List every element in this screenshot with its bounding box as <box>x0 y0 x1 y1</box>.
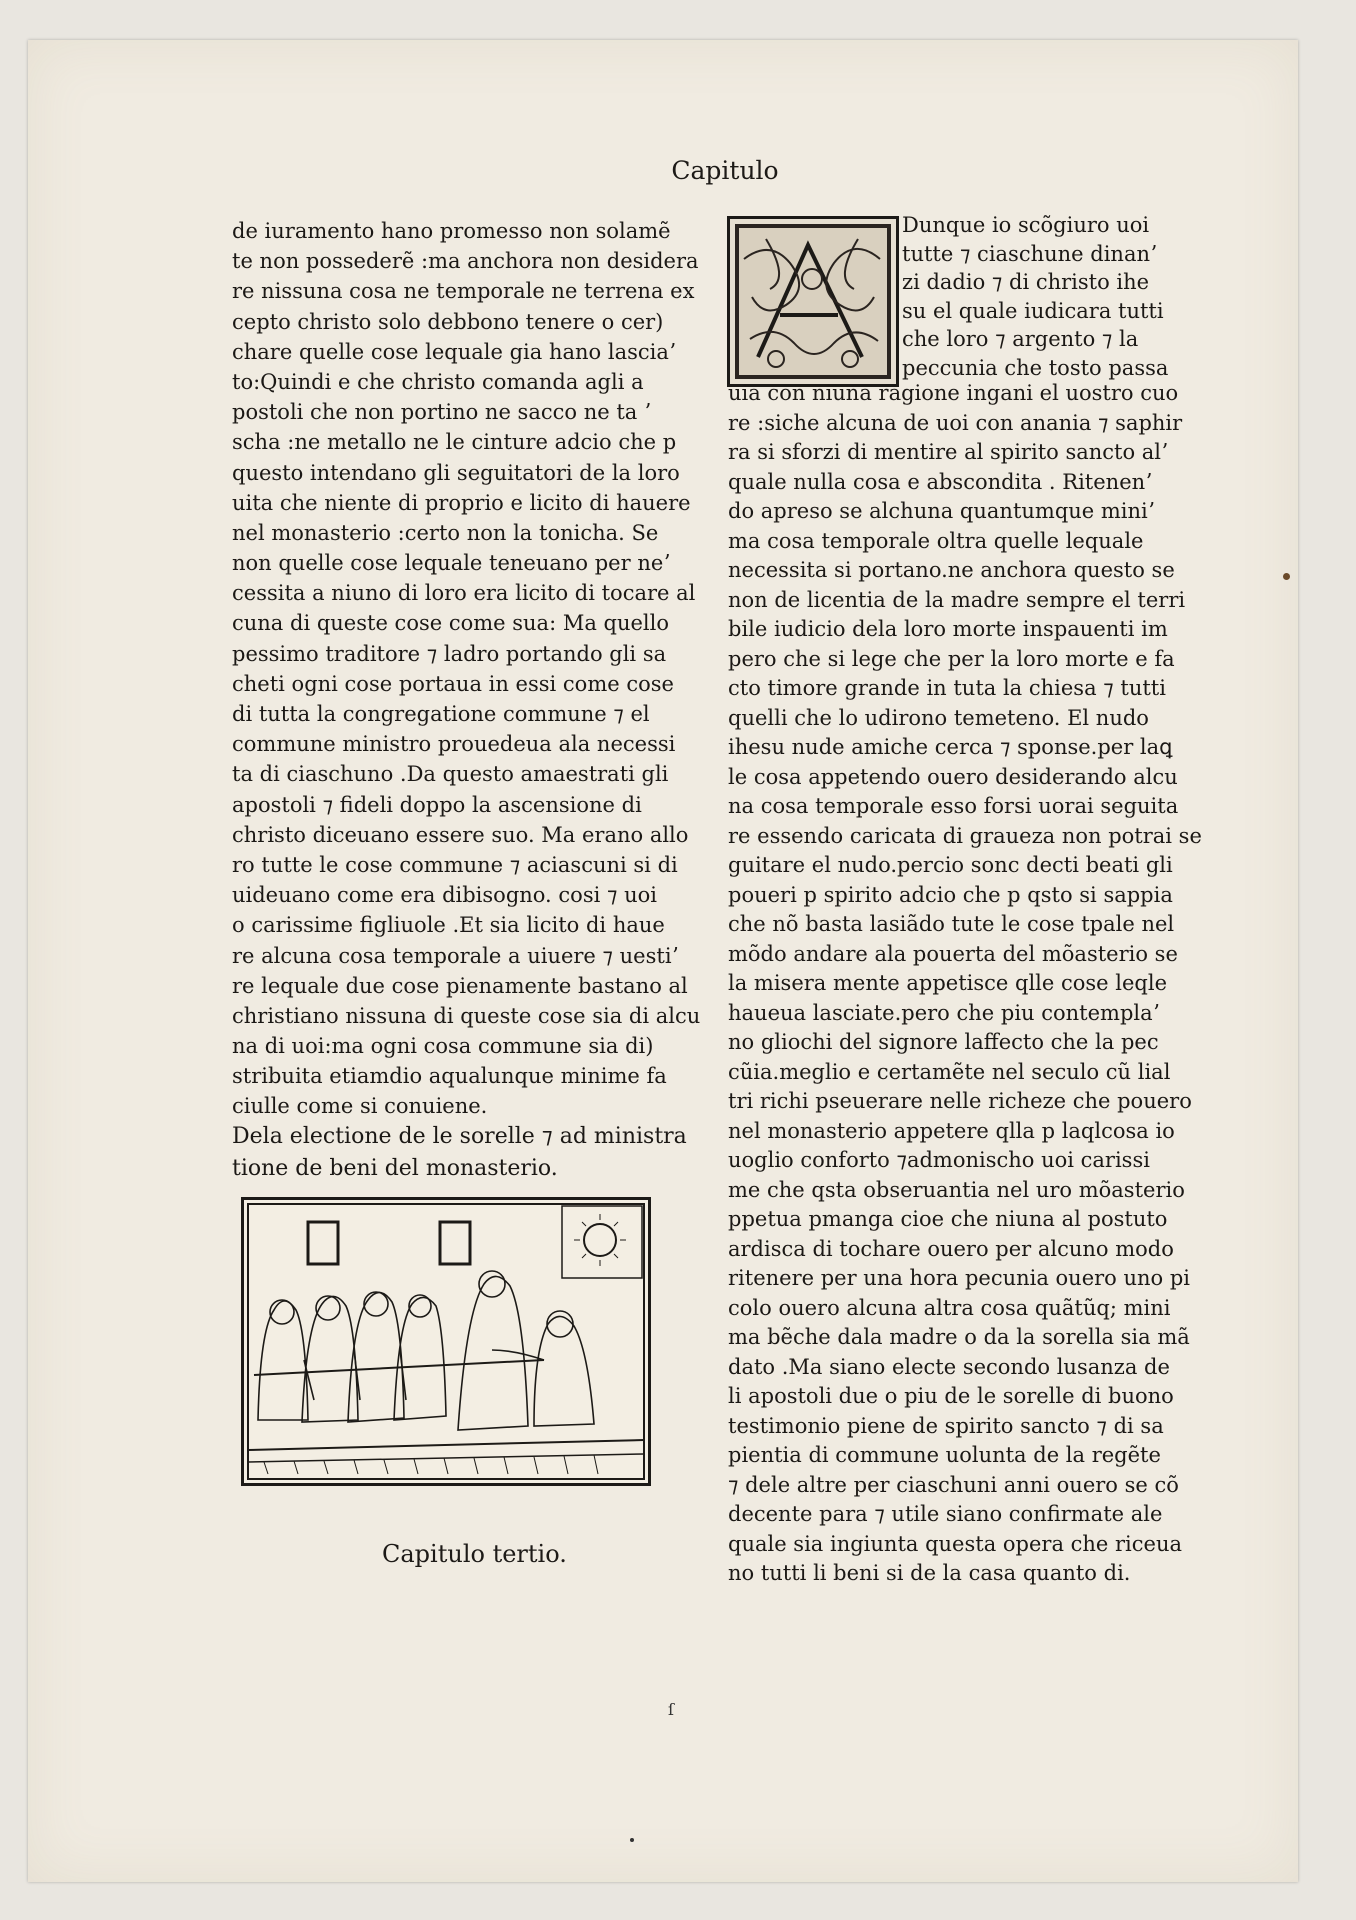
text-line: ciulle come si conuiene. <box>232 1094 488 1119</box>
text-line: guitare el nudo.percio sonc decti beati gli <box>728 853 1173 877</box>
text-line: haueua lasciate.pero che piu contemplaʼ <box>728 1000 1160 1025</box>
text-line: uita che niente di proprio e licito di hauere <box>232 490 691 515</box>
text-line: re lequale due cose pienamente bastano al <box>232 973 688 998</box>
text-line: na di uoi:ma ogni cosa commune sia di) <box>232 1034 654 1059</box>
text-line: mõdo andare ala pouerta del mõasterio se <box>728 941 1178 966</box>
text-line: non quelle cose lequale teneuano per neʼ <box>232 551 670 576</box>
text-line: ra si sforzi di mentire al spirito sancto alʼ <box>728 440 1168 464</box>
text-line: apostoli ⁊ fideli doppo la ascensione di <box>232 792 642 817</box>
text-line: questo intendano gli seguitatori de la loro <box>232 460 680 485</box>
text-line: ma bẽche dala madre o da la sorella sia mã <box>728 1325 1190 1349</box>
text-line: commune ministro prouedeua ala necessi <box>232 732 676 757</box>
text-line: te non possederẽ :ma anchora non desidera <box>232 249 699 274</box>
text-line: uoglio conforto ⁊admonischo uoi carissi <box>728 1148 1150 1172</box>
text-line: re nissuna cosa ne temporale ne terrena ex <box>232 279 695 304</box>
text-line: to:Quindi e che christo comanda agli a <box>232 369 644 394</box>
text-line: su el quale iudicara tutti <box>902 298 1164 323</box>
text-line: nel monasterio appetere qlla p laqlcosa io <box>728 1118 1175 1143</box>
text-line: tri richi pseuerare nelle richeze che pouero <box>728 1089 1192 1113</box>
text-line: zi dadio ⁊ di christo ihe <box>902 270 1150 294</box>
running-head: Capitulo <box>671 156 779 185</box>
rubric-line: tione de beni del monasterio. <box>232 1156 558 1181</box>
text-line: che nõ basta lasiãdo tute le cose tpale nel <box>728 912 1175 936</box>
rubric-line: Dela electione de le sorelle ⁊ ad ministra <box>232 1124 687 1149</box>
text-line: colo ouero alcuna altra cosa quãtũq; mini <box>728 1295 1171 1320</box>
signature-mark: ſ <box>668 1700 674 1719</box>
text-line: cheti ogni cose portaua in essi come cose <box>232 671 674 696</box>
text-line: quale sia ingiunta questa opera che riceua <box>728 1531 1183 1556</box>
text-line: Dunque io scõgiuro uoi <box>902 213 1150 237</box>
text-line: necessita si portano.ne anchora questo se <box>728 558 1175 582</box>
text-line: testimonio piene de spirito sancto ⁊ di sa <box>728 1413 1164 1438</box>
text-line: ma cosa temporale oltra quelle lequale <box>728 528 1144 553</box>
text-line: scha :ne metallo ne le cinture adcio che p <box>232 430 677 455</box>
text-line: non de licentia de la madre sempre el terri <box>728 587 1186 612</box>
text-line: re essendo caricata di graueza non potrai se <box>728 823 1202 848</box>
text-line: na cosa temporale esso forsi uorai seguita <box>728 794 1179 818</box>
text-line: o carissime figliuole .Et sia licito di haue <box>232 913 665 938</box>
text-line: stribuita etiamdio aqualunque minime fa <box>232 1064 667 1089</box>
text-line: ta di ciaschuno .Da questo amaestrati gli <box>232 762 669 787</box>
text-line: cto timore grande in tuta la chiesa ⁊ tutti <box>728 676 1166 700</box>
text-line: pientia di commune uolunta de la regẽte <box>728 1443 1161 1467</box>
foxing-spot <box>1283 573 1290 580</box>
text-line: la misera mente appetisce qlle cose leqle <box>728 971 1168 995</box>
text-line: dato .Ma siano electe secondo lusanza de <box>728 1354 1170 1379</box>
text-line: de iuramento hano promesso non solamẽ <box>232 219 671 243</box>
text-line: ardisca di tochare ouero per alcuno modo <box>728 1236 1174 1261</box>
decorated-initial <box>727 216 899 387</box>
woodcut-illustration <box>241 1197 651 1486</box>
text-line: do apreso se alchuna quantumque miniʼ <box>728 499 1155 523</box>
text-line: re alcuna cosa temporale a uiuere ⁊ uestiʼ <box>232 943 679 968</box>
text-line: ritenere per una hora pecunia ouero uno pi <box>728 1266 1191 1290</box>
text-line: quale nulla cosa e abscondita . Ritenenʼ <box>728 469 1152 494</box>
right-text-column <box>728 378 1202 1588</box>
initial-a-icon <box>730 219 896 384</box>
text-line: li apostoli due o piu de le sorelle di buono <box>728 1384 1174 1408</box>
text-line: no gliochi del signore laffecto che la pec <box>728 1030 1159 1054</box>
text-line: ihesu nude amiche cerca ⁊ sponse.per laꝗ <box>728 735 1173 759</box>
text-line: ro tutte le cose commune ⁊ aciascuni si di <box>232 852 678 877</box>
text-line: uideuano come era dibisogno. cosi ⁊ uoi <box>232 883 657 908</box>
foxing-spot <box>630 1838 634 1842</box>
text-line: ⁊ dele altre per ciaschuni anni ouero se cõ <box>728 1472 1179 1497</box>
chapter-rubric <box>232 1121 687 1185</box>
text-line: uia con niuna ragione ingani el uostro cuo <box>728 381 1179 405</box>
text-line: christiano nissuna di queste cose sia di alcu <box>232 1003 701 1028</box>
text-line: le cosa appetendo ouero desiderando alcu <box>728 764 1178 789</box>
text-line: cũia.meglio e certamẽte nel seculo cũ lial <box>728 1059 1171 1084</box>
text-line: tutte ⁊ ciaschune dinanʼ <box>902 241 1157 266</box>
text-line: peccunia che tosto passa <box>902 355 1169 380</box>
text-line: decente para ⁊ utile siano confirmate ale <box>728 1502 1163 1526</box>
text-line: quelli che lo udirono temeteno. El nudo <box>728 705 1149 730</box>
text-line: nel monasterio :certo non la tonicha. Se <box>232 520 659 545</box>
text-line: re :siche alcuna de uoi con anania ⁊ saphir <box>728 410 1183 435</box>
text-line: christo diceuano essere suo. Ma erano allo <box>232 822 689 847</box>
text-line: cepto christo solo debbono tenere o cer) <box>232 309 664 334</box>
text-line: che loro ⁊ argento ⁊ la <box>902 327 1139 351</box>
text-line: chare quelle cose lequale gia hano lasciaʼ <box>232 339 676 364</box>
text-line: ppetua pmanga cioe che niuna al postuto <box>728 1207 1168 1231</box>
woodcut-caption: Capitulo tertio. <box>382 1540 567 1568</box>
text-line: bile iudicio dela loro morte inspauenti im <box>728 617 1168 641</box>
text-line: no tutti li beni si de la casa quanto di. <box>728 1561 1131 1585</box>
text-line: di tutta la congregatione commune ⁊ el <box>232 702 650 726</box>
text-line: postoli che non portino ne sacco ne ta ʼ <box>232 400 651 425</box>
woodcut-nuns-scene <box>244 1200 648 1483</box>
left-text-column <box>232 216 701 1122</box>
text-line: pero che si lege che per la loro morte e fa <box>728 646 1175 671</box>
text-line: pessimo traditore ⁊ ladro portando gli sa <box>232 641 667 666</box>
text-line: cuna di queste cose come sua: Ma quello <box>232 611 670 636</box>
text-line: cessita a niuno di loro era licito di tocare al <box>232 581 696 606</box>
text-line: me che qsta obseruantia nel uro mõasterio <box>728 1177 1185 1202</box>
text-line: poueri p spirito adcio che p qsto si sappia <box>728 882 1173 907</box>
right-text-column-upper <box>902 210 1182 381</box>
